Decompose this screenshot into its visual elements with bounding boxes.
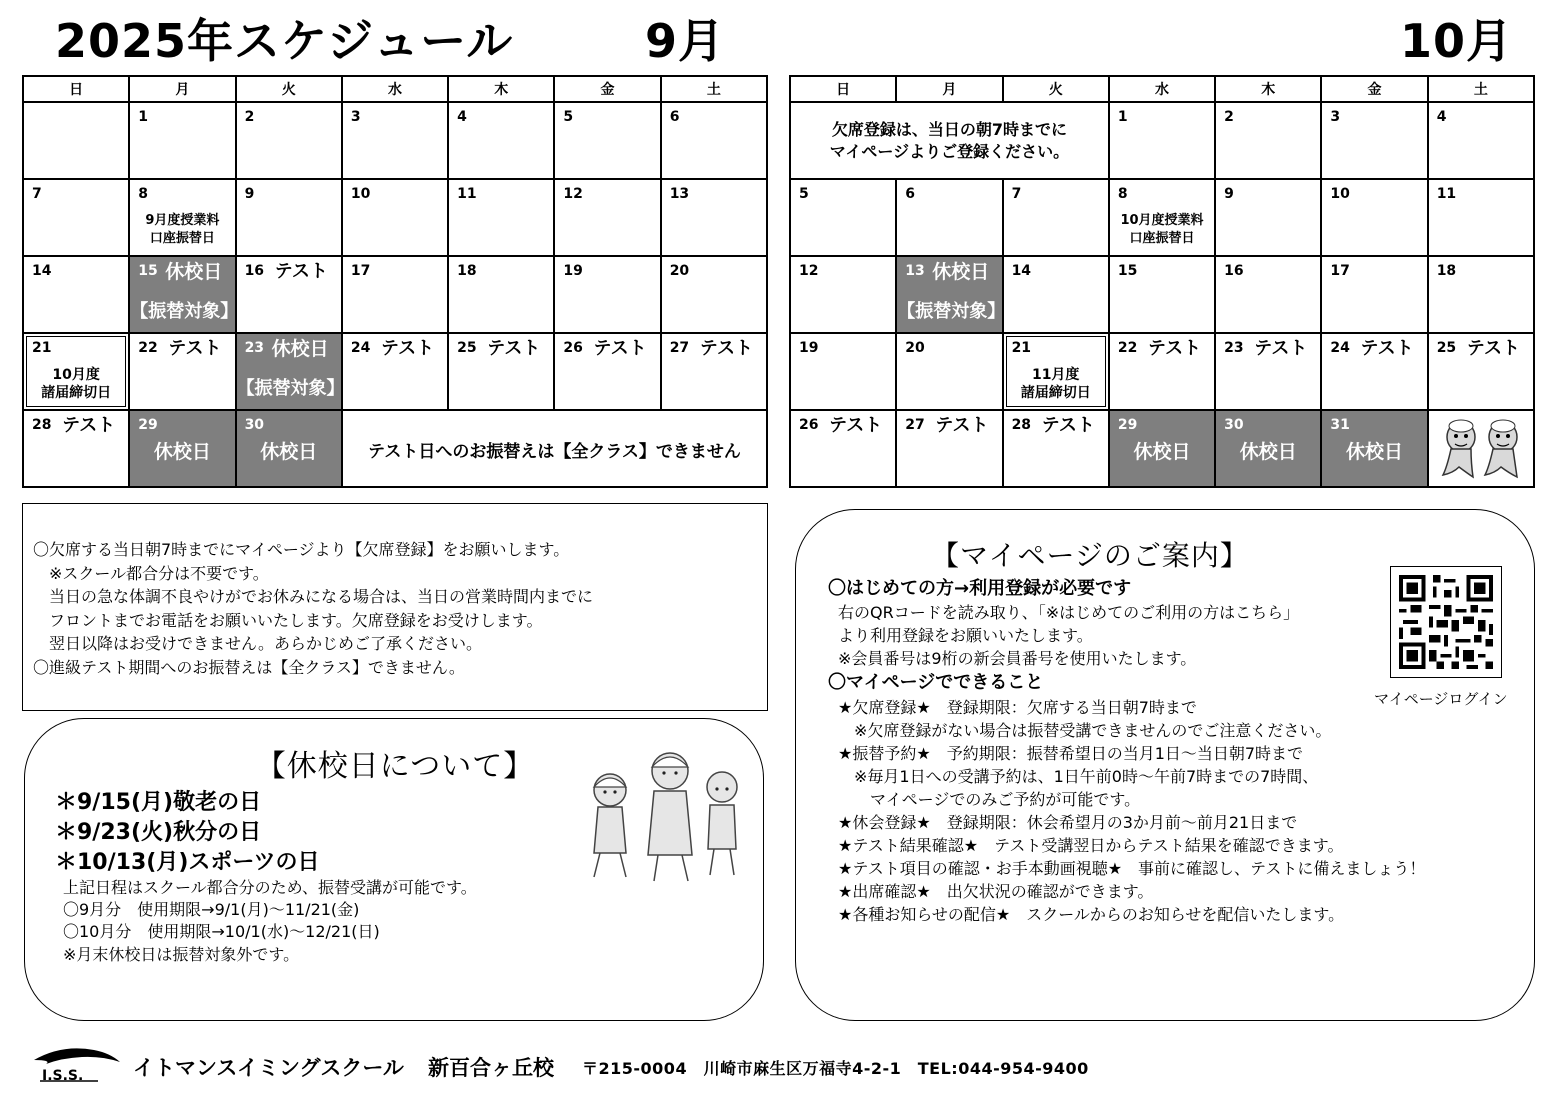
day-cell-test bbox=[236, 256, 342, 333]
day-number: 24 bbox=[350, 340, 371, 356]
day-cell bbox=[1215, 102, 1321, 179]
day-cell bbox=[1428, 102, 1534, 179]
week-row bbox=[790, 410, 1534, 487]
closed-day-item: ＊9/15(月)敬老の日 bbox=[55, 790, 262, 815]
day-number: 10 bbox=[1330, 186, 1350, 202]
weekday-header: 日 bbox=[23, 76, 129, 102]
day-cell bbox=[1109, 256, 1215, 333]
test-label: テスト bbox=[699, 338, 753, 359]
day-cell-holiday-transfer bbox=[129, 256, 239, 333]
notice-line: 〇進級テスト期間へのお振替えは【全クラス】できません。 bbox=[33, 657, 465, 677]
notice-line: 〇欠席する当日朝7時までにマイページより【欠席登録】をお願いします。 bbox=[33, 540, 570, 559]
day-number: 26 bbox=[799, 417, 819, 433]
day-cell bbox=[661, 256, 767, 333]
day-cell-test bbox=[790, 410, 896, 487]
closed-days-title: 【休校日について】 bbox=[255, 749, 535, 784]
feature-line: ★休会登録★ 登録期限：休会希望月の3か月前～前月21日まで bbox=[838, 813, 1298, 832]
week-row bbox=[790, 333, 1534, 410]
weekday-header: 木 bbox=[1215, 76, 1321, 102]
test-label: テスト bbox=[62, 415, 116, 436]
week-row bbox=[790, 256, 1534, 333]
feature-line: ★テスト項目の確認・お手本動画視聴★ 事前に確認し、テストに備えましょう！ bbox=[838, 859, 1426, 878]
swimming-kids-illustration bbox=[580, 745, 750, 885]
absence-notice-box bbox=[22, 503, 768, 711]
first-time-line: より利用登録をお願いいたします。 bbox=[838, 626, 1093, 645]
day-cell bbox=[896, 333, 1002, 410]
mascot-cell bbox=[1428, 410, 1534, 487]
deadline-note: 11月度 諸届締切日 bbox=[1020, 367, 1091, 401]
day-number: 14 bbox=[32, 263, 52, 279]
day-number: 6 bbox=[905, 186, 916, 202]
day-cell bbox=[1003, 256, 1109, 333]
closed-days-box bbox=[24, 718, 764, 1021]
mypage-qr-code[interactable] bbox=[1390, 566, 1502, 678]
day-cell-test bbox=[342, 333, 448, 410]
day-number: 25 bbox=[1436, 340, 1457, 356]
day-cell bbox=[448, 256, 554, 333]
feature-line: ★テスト結果確認★ テスト受講翌日からテスト結果を確認できます。 bbox=[838, 836, 1344, 855]
day-number: 29 bbox=[138, 417, 158, 433]
day-number: 2 bbox=[244, 109, 255, 125]
day-cell bbox=[896, 179, 1002, 256]
test-label: テスト bbox=[1254, 338, 1308, 359]
dolphin-mascots-illustration bbox=[1437, 415, 1529, 481]
feature-line: ★振替予約★ 予約期限：振替希望日の当月1日～当日朝7時まで bbox=[838, 744, 1304, 763]
day-cell bbox=[342, 179, 448, 256]
closed-info-line: 上記日程はスクール都合分のため、振替受講が可能です。 bbox=[63, 878, 477, 897]
closed-day-item: ＊9/23(火)秋分の日 bbox=[55, 820, 262, 845]
day-number: 12 bbox=[799, 263, 819, 279]
day-cell bbox=[554, 179, 660, 256]
day-cell bbox=[554, 256, 660, 333]
day-cell bbox=[1109, 102, 1215, 179]
day-cell bbox=[661, 179, 767, 256]
feature-line: マイページでのみご予約が可能です。 bbox=[838, 790, 1141, 809]
week-row bbox=[790, 179, 1534, 256]
notice-line: 翌日以降はお受けできません。あらかじめご了承ください。 bbox=[33, 634, 482, 653]
day-number: 13 bbox=[905, 263, 925, 279]
day-cell-test bbox=[23, 410, 129, 487]
transfer-label: 【振替対象】 bbox=[897, 301, 1006, 322]
day-number: 1 bbox=[1117, 109, 1128, 125]
day-number: 3 bbox=[350, 109, 361, 125]
notice-line: ※スクール都合分は不要です。 bbox=[33, 563, 269, 583]
day-cell bbox=[1321, 256, 1427, 333]
weekday-header: 日 bbox=[790, 76, 896, 102]
first-time-line: ※会員番号は9桁の新会員番号を使用いたします。 bbox=[838, 649, 1197, 668]
day-cell bbox=[1215, 179, 1321, 256]
week-row bbox=[23, 333, 767, 410]
logo-text: I.S.S. bbox=[42, 1068, 84, 1082]
test-label: テスト bbox=[380, 338, 435, 359]
day-cell bbox=[23, 179, 129, 256]
closed-info-line: 〇9月分 使用期限→9/1(月)～11/21(金) bbox=[63, 900, 360, 919]
day-number: 7 bbox=[32, 186, 42, 202]
day-cell-holiday bbox=[236, 410, 342, 487]
page-title: 2025年スケジュール bbox=[55, 14, 514, 68]
day-cell-test bbox=[129, 333, 235, 410]
day-number: 18 bbox=[457, 263, 477, 279]
day-number: 17 bbox=[350, 263, 371, 279]
day-cell-test bbox=[1321, 333, 1427, 410]
day-number: 8 bbox=[138, 186, 149, 202]
day-number: 20 bbox=[905, 340, 925, 356]
feature-line: ※欠席登録がない場合は振替受講できませんのでご注意ください。 bbox=[838, 721, 1332, 740]
feature-line: ★出席確認★ 出欠状況の確認ができます。 bbox=[838, 882, 1154, 901]
qr-code-icon bbox=[1399, 575, 1493, 669]
footer bbox=[0, 1040, 1558, 1090]
closed-info-line: ※月末休校日は振替対象外です。 bbox=[63, 945, 300, 964]
day-number: 8 bbox=[1117, 186, 1128, 202]
day-cell-tuition bbox=[1109, 179, 1215, 256]
day-cell bbox=[1321, 179, 1427, 256]
school-address: 〒215-0004 川崎市麻生区万福寺4-2-1 TEL:044-954-9400 bbox=[582, 1059, 1089, 1078]
weekday-header: 金 bbox=[1321, 76, 1427, 102]
day-number: 15 bbox=[138, 263, 158, 279]
october-month-heading: 10月 bbox=[1400, 14, 1514, 68]
day-cell-holiday-transfer bbox=[236, 333, 345, 410]
test-transfer-notice: テスト日へのお振替えは【全クラス】できません bbox=[368, 442, 741, 462]
tuition-transfer-note: 9月度授業料 口座振替日 bbox=[145, 213, 220, 246]
closed-day-item: ＊10/13(月)スポーツの日 bbox=[55, 850, 320, 875]
day-number: 19 bbox=[799, 340, 819, 356]
day-cell-holiday bbox=[1109, 410, 1215, 487]
day-number: 1 bbox=[138, 109, 149, 125]
day-number: 16 bbox=[1224, 263, 1244, 279]
day-cell bbox=[1428, 179, 1534, 256]
test-label: テスト bbox=[487, 338, 541, 359]
day-number: 25 bbox=[457, 340, 477, 356]
features-heading: 〇マイページでできること bbox=[828, 672, 1044, 693]
day-number: 19 bbox=[563, 263, 583, 279]
first-time-line: 右のQRコードを読み取り、「※はじめてのご利用の方はこちら」 bbox=[838, 603, 1300, 622]
day-number: 10 bbox=[350, 186, 371, 202]
weekday-header: 木 bbox=[448, 76, 554, 102]
day-number: 31 bbox=[1330, 417, 1350, 433]
day-cell bbox=[342, 102, 448, 179]
day-number: 18 bbox=[1436, 263, 1457, 279]
day-cell-holiday bbox=[129, 410, 235, 487]
day-cell-empty bbox=[23, 102, 129, 179]
closed-info-line: 〇10月分 使用期限→10/1(水)～12/21(日) bbox=[63, 922, 380, 941]
september-month-heading: 9月 bbox=[645, 14, 726, 68]
day-cell bbox=[1003, 179, 1109, 256]
day-cell bbox=[236, 102, 342, 179]
test-label: テスト bbox=[829, 415, 883, 436]
day-cell bbox=[23, 256, 129, 333]
day-number: 17 bbox=[1330, 263, 1350, 279]
school-name: イトマンスイミングスクール bbox=[133, 1056, 404, 1080]
day-cell bbox=[1428, 256, 1534, 333]
day-number: 5 bbox=[799, 186, 809, 202]
day-number: 23 bbox=[244, 340, 265, 356]
day-cell-test bbox=[896, 410, 1002, 487]
day-cell bbox=[790, 256, 896, 333]
day-cell bbox=[236, 179, 342, 256]
week-row bbox=[23, 102, 767, 179]
day-cell bbox=[342, 256, 448, 333]
day-cell-deadline bbox=[1003, 333, 1109, 410]
notice-line: 当日の急な体調不良やけがでお休みになる場合は、当日の営業時間内までに bbox=[33, 587, 594, 606]
day-cell bbox=[554, 102, 660, 179]
deadline-note: 10月度 諸届締切日 bbox=[41, 367, 112, 401]
transfer-label: 【振替対象】 bbox=[130, 301, 239, 322]
day-cell bbox=[661, 102, 767, 179]
day-number: 21 bbox=[32, 340, 52, 356]
day-number: 11 bbox=[1436, 186, 1457, 202]
holiday-label: 休校日 bbox=[1346, 441, 1404, 463]
test-label: テスト bbox=[1466, 338, 1520, 359]
holiday-label: 休校日 bbox=[260, 441, 318, 463]
day-number: 5 bbox=[563, 109, 574, 125]
transfer-label: 【振替対象】 bbox=[236, 378, 345, 399]
day-number: 12 bbox=[563, 186, 583, 202]
holiday-label: 休校日 bbox=[1239, 441, 1297, 463]
notice-line: フロントまでお電話をお願いいたします。欠席登録をお受けします。 bbox=[33, 610, 543, 630]
day-cell-test bbox=[1428, 333, 1534, 410]
holiday-label: 休校日 bbox=[932, 261, 990, 283]
day-number: 22 bbox=[138, 340, 158, 356]
absence-registration-notice-cell bbox=[790, 102, 1109, 179]
day-cell-holiday-transfer bbox=[896, 256, 1006, 333]
day-cell-deadline bbox=[23, 333, 129, 410]
first-time-heading: 〇はじめての方→利用登録が必要です bbox=[828, 578, 1132, 599]
day-cell bbox=[448, 102, 554, 179]
day-cell-test bbox=[448, 333, 554, 410]
week-row bbox=[790, 102, 1534, 179]
day-number: 30 bbox=[244, 417, 265, 433]
weekday-header: 水 bbox=[1109, 76, 1215, 102]
mypage-guide-box bbox=[795, 509, 1535, 1021]
iss-logo bbox=[32, 1042, 122, 1082]
test-label: テスト bbox=[1041, 415, 1095, 436]
day-number: 4 bbox=[1436, 109, 1447, 125]
september-calendar bbox=[22, 75, 768, 488]
day-number: 20 bbox=[669, 263, 690, 279]
day-number: 30 bbox=[1224, 417, 1244, 433]
weekday-header: 月 bbox=[896, 76, 1002, 102]
october-calendar bbox=[789, 75, 1535, 488]
tuition-transfer-note: 10月度授業料 口座振替日 bbox=[1120, 213, 1204, 246]
mypage-guide-title: 【マイページのご案内】 bbox=[931, 539, 1249, 572]
feature-line: ※毎月1日への受講予約は、1日午前0時～午前7時までの7時間、 bbox=[838, 767, 1319, 786]
week-row bbox=[23, 410, 767, 487]
test-label: テスト bbox=[593, 338, 647, 359]
week-row bbox=[23, 256, 767, 333]
day-cell-holiday bbox=[1215, 410, 1321, 487]
day-number: 29 bbox=[1117, 417, 1138, 433]
day-cell bbox=[448, 179, 554, 256]
day-number: 21 bbox=[1011, 340, 1032, 356]
feature-line: ★各種お知らせの配信★ スクールからのお知らせを配信いたします。 bbox=[838, 905, 1345, 924]
qr-caption: マイページログイン bbox=[1374, 690, 1508, 708]
day-cell-tuition bbox=[129, 179, 235, 256]
day-number: 22 bbox=[1117, 340, 1138, 356]
weekday-header: 金 bbox=[554, 76, 660, 102]
day-number: 14 bbox=[1011, 263, 1032, 279]
day-cell bbox=[790, 179, 896, 256]
day-number: 16 bbox=[244, 263, 265, 279]
day-number: 28 bbox=[32, 417, 52, 433]
day-cell-test bbox=[1215, 333, 1321, 410]
weekday-header: 水 bbox=[342, 76, 448, 102]
day-number: 27 bbox=[669, 340, 690, 356]
weekday-header-row bbox=[790, 76, 1534, 102]
day-cell-holiday bbox=[1321, 410, 1427, 487]
test-label: テスト bbox=[1147, 338, 1202, 359]
test-label: テスト bbox=[1360, 338, 1414, 359]
weekday-header: 火 bbox=[1003, 76, 1109, 102]
day-number: 13 bbox=[669, 186, 690, 202]
day-cell-test bbox=[661, 333, 767, 410]
day-number: 2 bbox=[1224, 109, 1234, 125]
day-cell-test bbox=[1109, 333, 1215, 410]
branch-name: 新百合ヶ丘校 bbox=[428, 1056, 554, 1080]
holiday-label: 休校日 bbox=[165, 261, 223, 283]
day-cell bbox=[1321, 102, 1427, 179]
day-cell-test bbox=[1003, 410, 1109, 487]
test-transfer-notice-cell bbox=[342, 410, 767, 487]
weekday-header: 火 bbox=[236, 76, 342, 102]
test-label: テスト bbox=[935, 415, 989, 436]
day-number: 9 bbox=[1224, 186, 1234, 202]
day-number: 6 bbox=[669, 109, 680, 125]
day-number: 7 bbox=[1011, 186, 1022, 202]
day-number: 26 bbox=[563, 340, 583, 356]
day-number: 23 bbox=[1224, 340, 1244, 356]
day-cell bbox=[129, 102, 235, 179]
day-number: 11 bbox=[457, 186, 477, 202]
day-number: 3 bbox=[1330, 109, 1341, 125]
holiday-label: 休校日 bbox=[1133, 441, 1191, 463]
day-number: 15 bbox=[1117, 263, 1138, 279]
weekday-header: 土 bbox=[661, 76, 767, 102]
day-number: 24 bbox=[1330, 340, 1350, 356]
test-label: テスト bbox=[168, 338, 222, 359]
feature-line: ★欠席登録★ 登録期限：欠席する当日朝7時まで bbox=[838, 698, 1197, 717]
day-number: 9 bbox=[244, 186, 255, 202]
weekday-header-row bbox=[23, 76, 767, 102]
week-row bbox=[23, 179, 767, 256]
weekday-header: 月 bbox=[129, 76, 235, 102]
weekday-header: 土 bbox=[1428, 76, 1534, 102]
absence-registration-notice: 欠席登録は、当日の朝7時までに マイページよりご登録ください。 bbox=[829, 120, 1070, 161]
test-label: テスト bbox=[274, 261, 328, 282]
day-number: 28 bbox=[1011, 417, 1032, 433]
holiday-label: 休校日 bbox=[153, 441, 211, 463]
day-cell-test bbox=[554, 333, 660, 410]
day-number: 27 bbox=[905, 417, 925, 433]
day-cell bbox=[790, 333, 896, 410]
day-cell bbox=[1215, 256, 1321, 333]
holiday-label: 休校日 bbox=[271, 338, 329, 360]
day-number: 4 bbox=[457, 109, 467, 125]
